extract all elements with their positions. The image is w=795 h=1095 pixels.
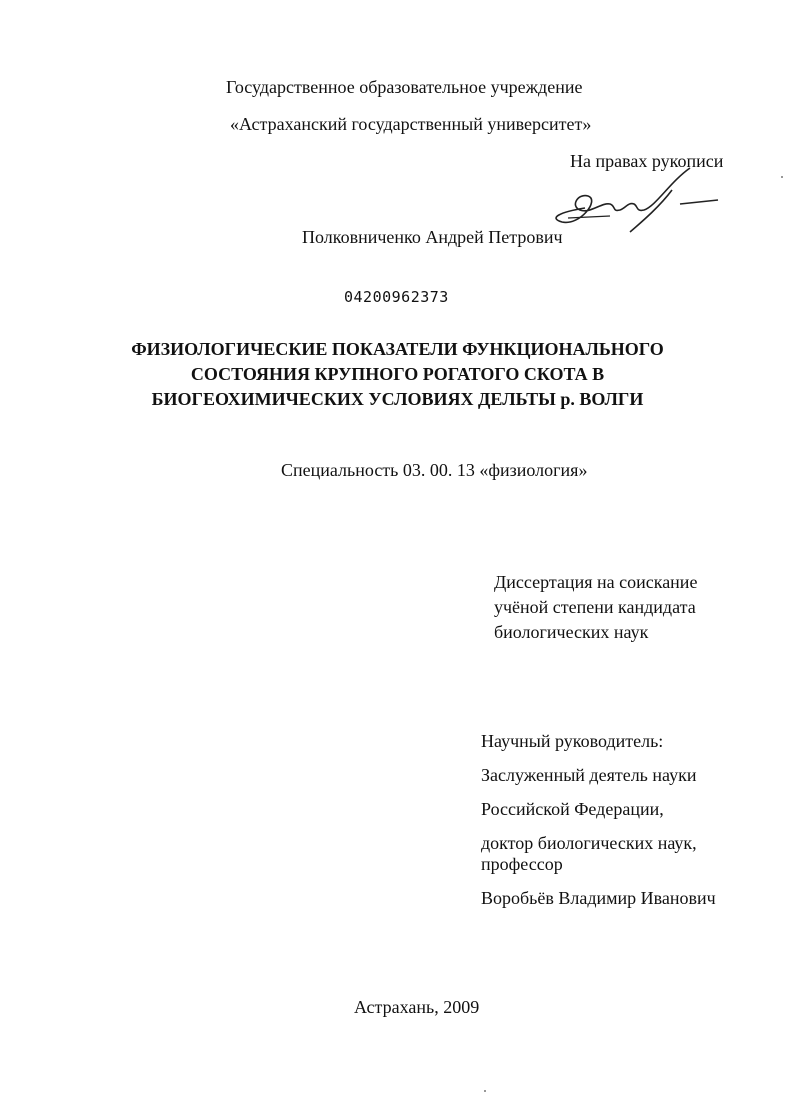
institution-line-2: «Астраханский государственный университет» [230, 114, 592, 134]
supervisor-degree: доктор биологических наук, [481, 833, 697, 853]
registration-number: 04200962373 [344, 288, 449, 306]
city-year: Астрахань, 2009 [354, 997, 480, 1017]
supervisor-rank: профессор [481, 854, 563, 874]
signature [540, 160, 730, 235]
dissertation-note-line-1: Диссертация на соискание [494, 572, 698, 592]
specialty: Специальность 03. 00. 13 «физиология» [281, 460, 588, 480]
supervisor-label: Научный руководитель: [481, 731, 664, 751]
scan-speck [781, 176, 783, 178]
dissertation-note-line-2: учёной степени кандидата [494, 597, 696, 617]
supervisor-title-1: Заслуженный деятель науки [481, 765, 697, 785]
dissertation-title-line-3: БИОГЕОХИМИЧЕСКИХ УСЛОВИЯХ ДЕЛЬТЫ р. ВОЛГИ [151, 389, 644, 409]
dissertation-title-line-2: СОСТОЯНИЯ КРУПНОГО РОГАТОГО СКОТА В [190, 364, 605, 384]
rights-note: На правах рукописи [570, 151, 724, 171]
supervisor-name: Воробьёв Владимир Иванович [481, 888, 716, 908]
author-name: Полковниченко Андрей Петрович [302, 227, 563, 247]
institution-line-1: Государственное образовательное учреждение [226, 77, 583, 97]
dissertation-title-line-1: ФИЗИОЛОГИЧЕСКИЕ ПОКАЗАТЕЛИ ФУНКЦИОНАЛЬНОГО [131, 339, 664, 359]
scan-speck [484, 1090, 486, 1092]
dissertation-note-line-3: биологических наук [494, 622, 649, 642]
supervisor-title-2: Российской Федерации, [481, 799, 664, 819]
